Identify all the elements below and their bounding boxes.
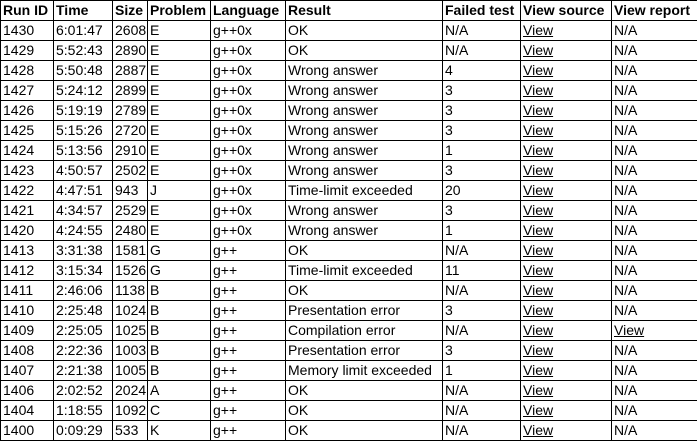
cell-result: OK <box>286 281 443 301</box>
view-source-link[interactable]: View <box>523 282 554 298</box>
cell-result: OK <box>286 41 443 61</box>
view-source-link[interactable]: View <box>523 342 554 358</box>
cell-run_id: 1411 <box>1 281 54 301</box>
cell-result: Time-limit exceeded <box>286 261 443 281</box>
cell-view_report <box>612 321 697 341</box>
cell-language: g++0x <box>211 201 286 221</box>
cell-size: 1025 <box>113 321 148 341</box>
cell-problem: B <box>148 341 211 361</box>
view-source-link[interactable]: View <box>523 422 554 438</box>
cell-time: 2:25:05 <box>54 321 113 341</box>
cell-time: 2:25:48 <box>54 301 113 321</box>
cell-view_report: N/A <box>612 301 697 321</box>
view-source-link[interactable]: View <box>523 62 554 78</box>
cell-time: 6:01:47 <box>54 21 113 41</box>
cell-time: 4:47:51 <box>54 181 113 201</box>
cell-view_report: N/A <box>612 41 697 61</box>
cell-failed_test: N/A <box>443 41 521 61</box>
cell-language: g++ <box>211 401 286 421</box>
cell-language: g++0x <box>211 141 286 161</box>
cell-language: g++0x <box>211 221 286 241</box>
table-row <box>1 221 697 241</box>
cell-view_source <box>521 161 612 181</box>
cell-size: 1003 <box>113 341 148 361</box>
view-report-link[interactable]: View <box>614 322 645 338</box>
cell-view_report: N/A <box>612 81 697 101</box>
column-header-problem: Problem <box>148 1 211 21</box>
cell-language: g++ <box>211 321 286 341</box>
table-row <box>1 201 697 221</box>
cell-language: g++ <box>211 341 286 361</box>
cell-failed_test: 3 <box>443 81 521 101</box>
cell-result: Wrong answer <box>286 121 443 141</box>
cell-failed_test: N/A <box>443 401 521 421</box>
cell-result: OK <box>286 381 443 401</box>
cell-result: Presentation error <box>286 341 443 361</box>
view-source-link[interactable]: View <box>523 202 554 218</box>
cell-size: 1581 <box>113 241 148 261</box>
column-header-view_report: View report <box>612 1 697 21</box>
cell-time: 2:22:36 <box>54 341 113 361</box>
cell-size: 1138 <box>113 281 148 301</box>
cell-time: 4:50:57 <box>54 161 113 181</box>
table-row <box>1 21 697 41</box>
cell-language: g++0x <box>211 121 286 141</box>
cell-problem: E <box>148 61 211 81</box>
view-source-link[interactable]: View <box>523 42 554 58</box>
cell-time: 3:31:38 <box>54 241 113 261</box>
cell-view_report: N/A <box>612 261 697 281</box>
cell-view_source <box>521 81 612 101</box>
cell-result: OK <box>286 21 443 41</box>
cell-run_id: 1413 <box>1 241 54 261</box>
cell-run_id: 1421 <box>1 201 54 221</box>
cell-failed_test: 3 <box>443 301 521 321</box>
cell-view_source <box>521 281 612 301</box>
cell-language: g++0x <box>211 81 286 101</box>
cell-failed_test: N/A <box>443 281 521 301</box>
cell-view_report: N/A <box>612 381 697 401</box>
cell-problem: E <box>148 161 211 181</box>
cell-time: 5:52:43 <box>54 41 113 61</box>
cell-failed_test: N/A <box>443 241 521 261</box>
cell-problem: B <box>148 361 211 381</box>
cell-size: 2529 <box>113 201 148 221</box>
cell-failed_test: N/A <box>443 381 521 401</box>
table-row <box>1 261 697 281</box>
cell-problem: G <box>148 261 211 281</box>
cell-view_report: N/A <box>612 401 697 421</box>
column-header-language: Language <box>211 1 286 21</box>
cell-view_report: N/A <box>612 421 697 441</box>
table-row <box>1 61 697 81</box>
table-row <box>1 101 697 121</box>
cell-view_report: N/A <box>612 201 697 221</box>
view-source-link[interactable]: View <box>523 122 554 138</box>
cell-result: Wrong answer <box>286 141 443 161</box>
view-source-link[interactable]: View <box>523 402 554 418</box>
cell-run_id: 1406 <box>1 381 54 401</box>
cell-view_source <box>521 41 612 61</box>
cell-run_id: 1412 <box>1 261 54 281</box>
table-row <box>1 381 697 401</box>
cell-view_source <box>521 201 612 221</box>
view-source-link[interactable]: View <box>523 382 554 398</box>
cell-failed_test: 3 <box>443 161 521 181</box>
cell-view_report: N/A <box>612 121 697 141</box>
cell-view_source <box>521 401 612 421</box>
table-row <box>1 121 697 141</box>
cell-time: 1:18:55 <box>54 401 113 421</box>
table-row <box>1 341 697 361</box>
view-source-link[interactable]: View <box>523 262 554 278</box>
cell-size: 2608 <box>113 21 148 41</box>
cell-run_id: 1409 <box>1 321 54 341</box>
cell-run_id: 1428 <box>1 61 54 81</box>
cell-run_id: 1404 <box>1 401 54 421</box>
cell-language: g++ <box>211 381 286 401</box>
cell-size: 1024 <box>113 301 148 321</box>
cell-language: g++ <box>211 301 286 321</box>
cell-run_id: 1427 <box>1 81 54 101</box>
cell-view_source <box>521 381 612 401</box>
cell-problem: K <box>148 421 211 441</box>
cell-time: 3:15:34 <box>54 261 113 281</box>
cell-result: Memory limit exceeded <box>286 361 443 381</box>
view-source-link[interactable]: View <box>523 82 554 98</box>
cell-size: 533 <box>113 421 148 441</box>
cell-size: 1526 <box>113 261 148 281</box>
cell-problem: E <box>148 221 211 241</box>
cell-view_report: N/A <box>612 21 697 41</box>
cell-time: 5:13:56 <box>54 141 113 161</box>
table-row <box>1 181 697 201</box>
cell-view_source <box>521 421 612 441</box>
cell-language: g++0x <box>211 161 286 181</box>
table-row <box>1 361 697 381</box>
cell-size: 1005 <box>113 361 148 381</box>
table-row <box>1 141 697 161</box>
cell-size: 2789 <box>113 101 148 121</box>
cell-size: 2890 <box>113 41 148 61</box>
cell-view_source <box>521 21 612 41</box>
view-source-link[interactable]: View <box>523 222 554 238</box>
column-header-failed_test: Failed test <box>443 1 521 21</box>
view-source-link[interactable]: View <box>523 162 554 178</box>
cell-view_report: N/A <box>612 221 697 241</box>
cell-problem: G <box>148 241 211 261</box>
cell-size: 2502 <box>113 161 148 181</box>
cell-size: 2899 <box>113 81 148 101</box>
cell-view_source <box>521 361 612 381</box>
view-source-link[interactable]: View <box>523 302 554 318</box>
cell-failed_test: 3 <box>443 101 521 121</box>
cell-language: g++0x <box>211 61 286 81</box>
cell-view_report: N/A <box>612 281 697 301</box>
cell-problem: E <box>148 101 211 121</box>
cell-size: 943 <box>113 181 148 201</box>
cell-view_source <box>521 241 612 261</box>
cell-view_source <box>521 61 612 81</box>
column-header-run_id: Run ID <box>1 1 54 21</box>
cell-time: 4:24:55 <box>54 221 113 241</box>
cell-failed_test: 11 <box>443 261 521 281</box>
cell-view_source <box>521 101 612 121</box>
table-row <box>1 281 697 301</box>
cell-view_report: N/A <box>612 361 697 381</box>
cell-time: 2:02:52 <box>54 381 113 401</box>
cell-result: Wrong answer <box>286 101 443 121</box>
cell-problem: E <box>148 21 211 41</box>
view-source-link[interactable]: View <box>523 142 554 158</box>
cell-problem: J <box>148 181 211 201</box>
cell-failed_test: 3 <box>443 121 521 141</box>
table-body <box>1 21 697 441</box>
cell-problem: C <box>148 401 211 421</box>
cell-run_id: 1426 <box>1 101 54 121</box>
table-row <box>1 321 697 341</box>
cell-run_id: 1425 <box>1 121 54 141</box>
cell-result: Wrong answer <box>286 61 443 81</box>
cell-result: OK <box>286 421 443 441</box>
cell-time: 5:15:26 <box>54 121 113 141</box>
cell-problem: B <box>148 321 211 341</box>
cell-time: 5:24:12 <box>54 81 113 101</box>
cell-run_id: 1423 <box>1 161 54 181</box>
view-source-link[interactable]: View <box>523 182 554 198</box>
cell-size: 2887 <box>113 61 148 81</box>
cell-run_id: 1422 <box>1 181 54 201</box>
cell-view_report: N/A <box>612 141 697 161</box>
cell-view_source <box>521 261 612 281</box>
column-header-time: Time <box>54 1 113 21</box>
cell-view_source <box>521 301 612 321</box>
cell-size: 2720 <box>113 121 148 141</box>
cell-problem: E <box>148 201 211 221</box>
table-row <box>1 421 697 441</box>
cell-failed_test: N/A <box>443 421 521 441</box>
view-source-link[interactable]: View <box>523 242 554 258</box>
cell-failed_test: 4 <box>443 61 521 81</box>
cell-result: Wrong answer <box>286 81 443 101</box>
cell-size: 1092 <box>113 401 148 421</box>
cell-result: OK <box>286 241 443 261</box>
cell-run_id: 1407 <box>1 361 54 381</box>
cell-run_id: 1400 <box>1 421 54 441</box>
table-header <box>1 1 697 21</box>
cell-view_source <box>521 341 612 361</box>
cell-problem: E <box>148 121 211 141</box>
cell-time: 2:21:38 <box>54 361 113 381</box>
cell-language: g++ <box>211 281 286 301</box>
cell-language: g++0x <box>211 41 286 61</box>
cell-view_source <box>521 321 612 341</box>
view-source-link[interactable]: View <box>523 22 554 38</box>
cell-failed_test: 1 <box>443 221 521 241</box>
cell-problem: E <box>148 41 211 61</box>
cell-failed_test: N/A <box>443 21 521 41</box>
cell-problem: B <box>148 281 211 301</box>
table-row <box>1 401 697 421</box>
cell-run_id: 1424 <box>1 141 54 161</box>
cell-view_report: N/A <box>612 101 697 121</box>
cell-result: OK <box>286 401 443 421</box>
cell-language: g++ <box>211 361 286 381</box>
cell-view_report: N/A <box>612 161 697 181</box>
header-row <box>1 1 697 21</box>
cell-run_id: 1429 <box>1 41 54 61</box>
cell-language: g++ <box>211 421 286 441</box>
cell-view_source <box>521 221 612 241</box>
cell-time: 2:46:06 <box>54 281 113 301</box>
cell-run_id: 1430 <box>1 21 54 41</box>
cell-time: 0:09:29 <box>54 421 113 441</box>
cell-failed_test: 3 <box>443 201 521 221</box>
cell-result: Presentation error <box>286 301 443 321</box>
cell-problem: B <box>148 301 211 321</box>
cell-language: g++ <box>211 241 286 261</box>
cell-run_id: 1420 <box>1 221 54 241</box>
view-source-link[interactable]: View <box>523 362 554 378</box>
cell-time: 5:19:19 <box>54 101 113 121</box>
cell-language: g++ <box>211 261 286 281</box>
cell-problem: A <box>148 381 211 401</box>
cell-language: g++0x <box>211 181 286 201</box>
table-row <box>1 241 697 261</box>
column-header-size: Size <box>113 1 148 21</box>
cell-failed_test: 3 <box>443 341 521 361</box>
cell-view_report: N/A <box>612 341 697 361</box>
cell-run_id: 1408 <box>1 341 54 361</box>
cell-size: 2910 <box>113 141 148 161</box>
cell-problem: E <box>148 81 211 101</box>
cell-view_report: N/A <box>612 61 697 81</box>
cell-size: 2480 <box>113 221 148 241</box>
column-header-view_source: View source <box>521 1 612 21</box>
cell-failed_test: 20 <box>443 181 521 201</box>
cell-size: 2024 <box>113 381 148 401</box>
cell-result: Time-limit exceeded <box>286 181 443 201</box>
cell-view_source <box>521 121 612 141</box>
cell-result: Wrong answer <box>286 221 443 241</box>
view-source-link[interactable]: View <box>523 322 554 338</box>
cell-view_source <box>521 181 612 201</box>
cell-result: Compilation error <box>286 321 443 341</box>
view-source-link[interactable]: View <box>523 102 554 118</box>
cell-time: 4:34:57 <box>54 201 113 221</box>
cell-language: g++0x <box>211 101 286 121</box>
cell-result: Wrong answer <box>286 201 443 221</box>
cell-problem: E <box>148 141 211 161</box>
cell-run_id: 1410 <box>1 301 54 321</box>
cell-result: Wrong answer <box>286 161 443 181</box>
cell-failed_test: N/A <box>443 321 521 341</box>
table-row <box>1 161 697 181</box>
cell-time: 5:50:48 <box>54 61 113 81</box>
table-row <box>1 301 697 321</box>
cell-view_report: N/A <box>612 181 697 201</box>
table-row <box>1 41 697 61</box>
cell-view_report: N/A <box>612 241 697 261</box>
column-header-result: Result <box>286 1 443 21</box>
cell-language: g++0x <box>211 21 286 41</box>
table-row <box>1 81 697 101</box>
cell-failed_test: 1 <box>443 361 521 381</box>
cell-view_source <box>521 141 612 161</box>
cell-failed_test: 1 <box>443 141 521 161</box>
